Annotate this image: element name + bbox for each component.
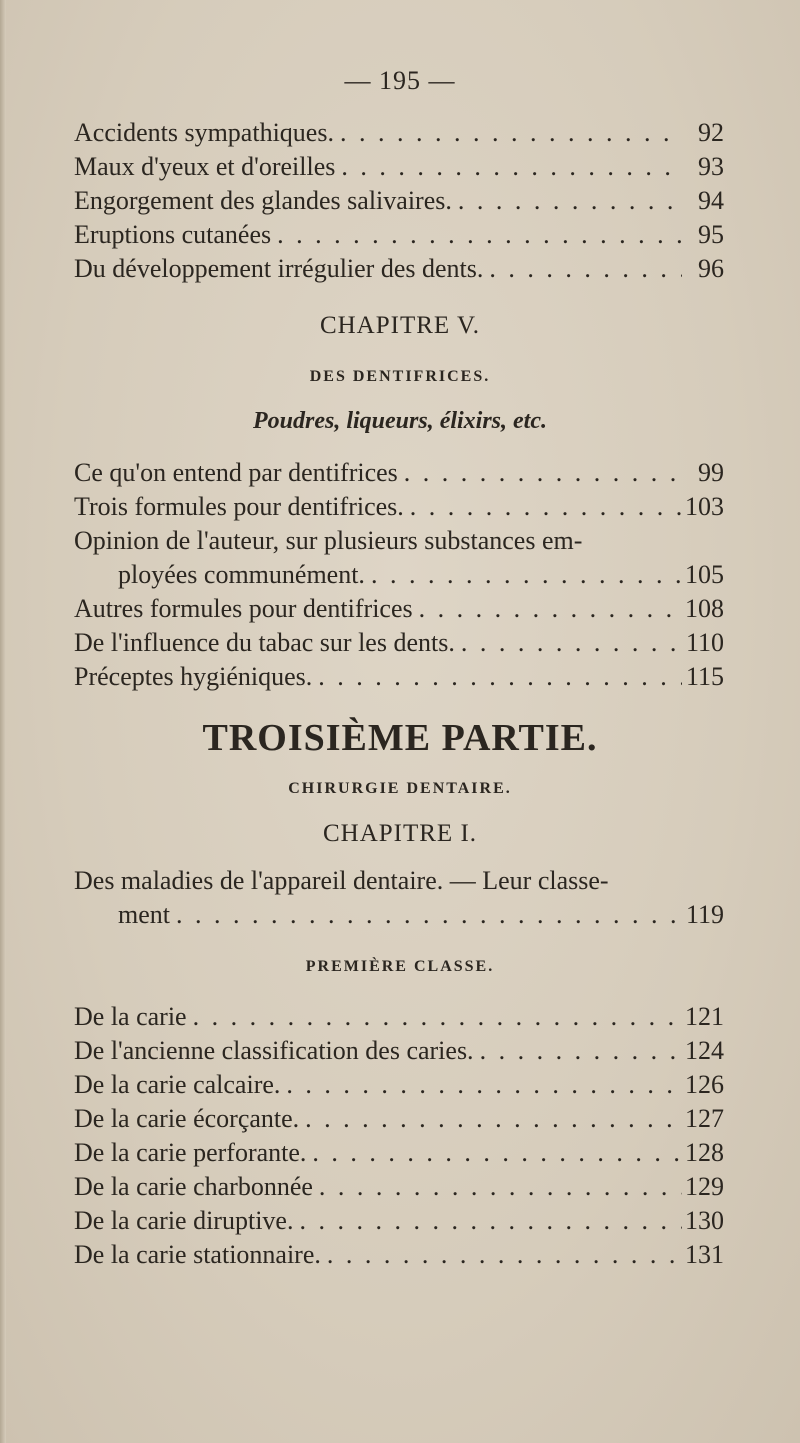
entry-page: 126 (685, 1070, 724, 1099)
toc-entry (74, 1170, 724, 1204)
entry-page: 108 (685, 594, 724, 623)
class-heading: PREMIÈRE CLASSE. (305, 958, 495, 975)
entry-title: Engorgement des glandes salivaires. (74, 186, 452, 215)
entry-title: De la carie diruptive. (74, 1206, 294, 1235)
entry-title: Accidents sympathiques. (74, 118, 334, 147)
entry-title: Eruptions cutanées (74, 220, 272, 249)
entry-title: De la carie calcaire. (74, 1070, 281, 1099)
toc-entry (74, 116, 724, 150)
entry-page: 99 (698, 458, 724, 487)
entry-page: 124 (685, 1036, 724, 1065)
toc-entry (74, 218, 724, 252)
chapter-subheading: DES DENTIFRICES. (309, 368, 491, 385)
toc-entry (74, 150, 724, 184)
entry-page: 128 (685, 1138, 724, 1167)
leader-dots (413, 592, 682, 626)
leader-dots (452, 184, 682, 218)
leader-dots (398, 456, 682, 490)
leader-dots (187, 1000, 682, 1034)
toc-entry (74, 1102, 724, 1136)
leader-dots (312, 660, 682, 694)
entry-page: 131 (685, 1240, 724, 1269)
toc-entry (118, 898, 724, 932)
chapter-italic-subtitle: Poudres, liqueurs, élixirs, etc. (252, 408, 547, 434)
entry-title: Trois formules pour dentifrices. (74, 492, 404, 521)
entry-title: De l'influence du tabac sur les dents. (74, 628, 455, 657)
entry-page: 96 (698, 254, 724, 283)
leader-dots (334, 116, 682, 150)
entry-page: 127 (685, 1104, 724, 1133)
leader-dots (455, 626, 682, 660)
leader-dots (293, 1204, 682, 1238)
toc-entry (74, 592, 724, 626)
entry-title: Maux d'yeux et d'oreilles (74, 152, 336, 181)
leader-dots (299, 1102, 682, 1136)
entry-page: 93 (698, 152, 724, 181)
page-number: — 195 — (344, 66, 456, 95)
leader-dots (170, 898, 682, 932)
entry-page: 105 (685, 560, 724, 589)
entry-title: De la carie écorçante. (74, 1104, 300, 1133)
entry-title: Préceptes hygiéniques. (74, 662, 313, 691)
entry-title: De la carie (74, 1002, 187, 1031)
entry-page: 94 (698, 186, 724, 215)
entry-title: Ce qu'on entend par dentifrices (74, 458, 398, 487)
entry-title: De la carie perforante. (74, 1138, 307, 1167)
entry-title: De l'ancienne classification des caries. (74, 1036, 474, 1065)
part-subheading: CHIRURGIE DENTAIRE. (288, 780, 512, 797)
leader-dots (280, 1068, 682, 1102)
toc-entry (74, 660, 724, 694)
leader-dots (271, 218, 682, 252)
entry-page: 119 (685, 900, 724, 929)
toc-entry (74, 1238, 724, 1272)
entry-page: 110 (685, 628, 724, 657)
part-heading: TROISIÈME PARTIE. (202, 717, 598, 759)
leader-dots (306, 1136, 682, 1170)
chapter-heading: CHAPITRE V. (319, 312, 481, 339)
toc-entry (74, 626, 724, 660)
toc-entry (74, 252, 724, 286)
entry-title: De la carie stationnaire. (74, 1240, 321, 1269)
toc-entry (74, 1204, 724, 1238)
toc-entry (118, 558, 724, 592)
entry-page: 130 (685, 1206, 724, 1235)
leader-dots (321, 1238, 682, 1272)
toc-entry (74, 1068, 724, 1102)
entry-page: 129 (685, 1172, 724, 1201)
toc-entry (74, 1136, 724, 1170)
entry-title-line: Opinion de l'auteur, sur plusieurs substances em- (74, 526, 583, 555)
entry-title: Autres formules pour dentifrices (74, 594, 413, 623)
toc-entry (74, 456, 724, 490)
entry-title: ployées communément. (118, 560, 365, 589)
toc-entry (74, 1000, 724, 1034)
leader-dots (335, 150, 682, 184)
toc-entry (74, 1034, 724, 1068)
entry-title: Du développement irrégulier des dents. (74, 254, 484, 283)
toc-entry (74, 490, 724, 524)
leader-dots (474, 1034, 682, 1068)
entry-page: 92 (698, 118, 724, 147)
entry-page: 121 (685, 1002, 724, 1031)
toc-entry (74, 184, 724, 218)
leader-dots (404, 490, 682, 524)
leader-dots (313, 1170, 682, 1204)
entry-title: De la carie charbonnée (74, 1172, 313, 1201)
entry-page: 103 (685, 492, 724, 521)
entry-title: ment (118, 900, 170, 929)
entry-page: 95 (698, 220, 724, 249)
entry-title-line: Des maladies de l'appareil dentaire. — Leur classe- (74, 866, 609, 895)
leader-dots (365, 558, 682, 592)
chapter-heading: CHAPITRE I. (322, 820, 478, 847)
entry-page: 115 (685, 662, 724, 691)
leader-dots (483, 252, 682, 286)
